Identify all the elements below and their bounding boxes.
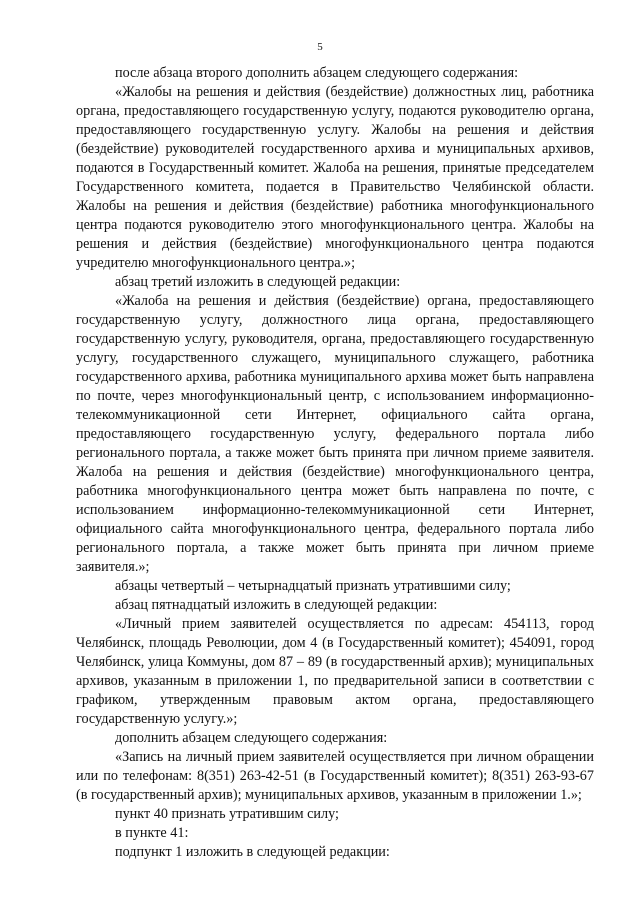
paragraph: «Запись на личный прием заявителей осуществляется при личном обращении или по телефонам: 8(351) 263-42-51 (в Государственный комитет); 8(351) 263-93-67 (в государственный архив); муниципальных архивов, указанным в приложении 1.»; [76,749,594,803]
paragraph: абзац третий изложить в следующей редакции: [115,274,401,290]
paragraph: после абзаца второго дополнить абзацем следующего содержания: [115,65,519,81]
paragraph: «Личный прием заявителей осуществляется по адресам: 454113, город Челябинск, площадь Революции, дом 4 (в Государственный комитет); 454091, город Челябинск, улица Коммуны, дом 87 – 89 (в государственный архив); муниципальных архивов, указанным в приложении 1, по предварительной записи в соответствии с графиком, утвержденным правовым актом органа, предоставляющего государственную услугу.»; [76,616,594,727]
page-number: 5 [317,41,323,53]
paragraph: абзац пятнадцатый изложить в следующей редакции: [115,597,438,613]
paragraph: дополнить абзацем следующего содержания: [115,730,388,746]
paragraph: пункт 40 признать утратившим силу; [115,806,339,822]
document-body [76,64,594,862]
paragraph: подпункт 1 изложить в следующей редакции: [115,844,390,860]
paragraph: абзацы четвертый – четырнадцатый признать утратившими силу; [115,578,511,594]
paragraph: «Жалоба на решения и действия (бездействие) органа, предоставляющего государственную услугу, должностного лица органа, предоставляющего государственную услугу, руководителя, органа, предоставляющего государственную услугу, государственного служащего, муниципального служащего, работника государственного архива, работника муниципального архива может быть направлена по почте, через многофункциональный центр, с использованием информационно-телекоммуникационной сети Интернет, официального сайта органа, предоставляющего государственную услугу, федерального портала либо регионального портала, а также может быть принята при личном приеме заявителя. Жалоба на решения и действия (бездействие) многофункционального центра, работника многофункционального центра может быть направлена по почте, с использованием информационно-телекоммуникационной сети Интернет, официального сайта многофункционального центра, федерального портала либо регионального портала, а также может быть принята при личном приеме заявителя.»; [76,293,594,575]
paragraph: «Жалобы на решения и действия (бездействие) должностных лиц, работника органа, предоставляющего государственную услугу, подаются руководителю органа, предоставляющего государственную услугу. Жалобы на решения и действия (бездействие) руководителей государственного архива и муниципальных архивов, подаются в Государственный комитет. Жалоба на решения, принятые председателем Государственного комитета, подается в Правительство Челябинской области. Жалобы на решения и действия (бездействие) работника многофункционального центра подаются руководителю этого многофункционального центра. Жалобы на решения и действия (бездействие) многофункционального центра подаются учредителю многофункционального центра.»; [76,84,594,271]
paragraph: в пункте 41: [115,825,189,841]
